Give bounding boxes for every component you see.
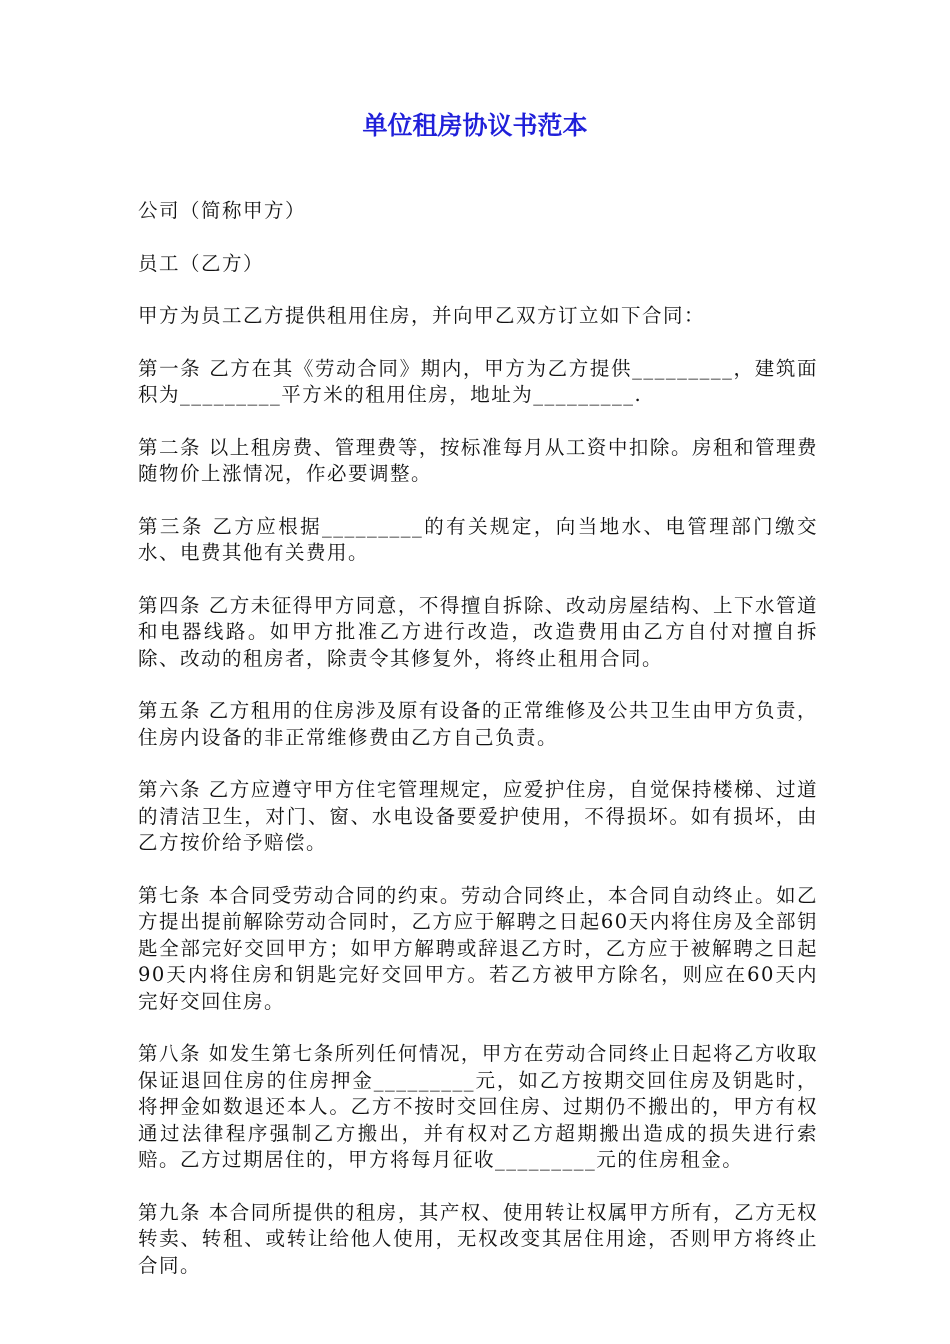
article-3-paragraph: 第三条 乙方应根据_________的有关规定，向当地水、电管理部门缴交水、电费其他有关费用。 bbox=[138, 514, 818, 564]
article-1-paragraph: 第一条 乙方在其《劳动合同》期内，甲方为乙方提供_________，建筑面积为_________平方米的租用住房，地址为_________. bbox=[138, 356, 818, 406]
article-6-paragraph: 第六条 乙方应遵守甲方住宅管理规定，应爱护住房，自觉保持楼梯、过道的清洁卫生，对门、窗、水电设备要爱护使用，不得损坏。如有损坏，由乙方按价给予赔偿。 bbox=[138, 778, 818, 854]
preamble-paragraph: 甲方为员工乙方提供租用住房，并向甲乙双方订立如下合同： bbox=[138, 304, 706, 327]
article-7-paragraph: 第七条 本合同受劳动合同的约束。劳动合同终止，本合同自动终止。如乙方提出提前解除劳动合同时，乙方应于解聘之日起60天内将住房及全部钥匙全部完好交回甲方；如甲方解聘或辞退乙方时，乙方应于被解聘之日起90天内将住房和钥匙完好交回甲方。若乙方被甲方除名，则应在60天内完好交回住房。 bbox=[138, 883, 818, 1013]
document-title: 单位租房协议书范本 bbox=[362, 111, 588, 140]
party-a-line: 公司（简称甲方） bbox=[138, 199, 307, 222]
article-5-paragraph: 第五条 乙方租用的住房涉及原有设备的正常维修及公共卫生由甲方负责，住房内设备的非正常维修费由乙方自己负责。 bbox=[138, 699, 818, 749]
article-8-paragraph: 第八条 如发生第七条所列任何情况，甲方在劳动合同终止日起将乙方收取保证退回住房的住房押金_________元，如乙方按期交回住房及钥匙时，将押金如数退还本人。乙方不按时交回住房、过期仍不搬出的，甲方有权通过法律程序强制乙方搬出，并有权对乙方超期搬出造成的损失进行索赔。乙方过期居住的，甲方将每月征收_________元的住房租金。 bbox=[138, 1042, 818, 1171]
article-4-paragraph: 第四条 乙方未征得甲方同意，不得擅自拆除、改动房屋结构、上下水管道和电器线路。如甲方批准乙方进行改造，改造费用由乙方自付对擅自拆除、改动的租房者，除责令其修复外，将终止租用合同。 bbox=[138, 593, 818, 670]
article-9-paragraph: 第九条 本合同所提供的租房，其产权、使用转让权属甲方所有，乙方无权转卖、转租、或转让给他人使用，无权改变其居住用途，否则甲方将终止合同。 bbox=[138, 1200, 818, 1277]
party-b-line: 员工（乙方） bbox=[138, 251, 265, 275]
article-2-paragraph: 第二条 以上租房费、管理费等，按标准每月从工资中扣除。房租和管理费随物价上涨情况，作必要调整。 bbox=[138, 435, 818, 485]
document-body bbox=[138, 198, 818, 1305]
